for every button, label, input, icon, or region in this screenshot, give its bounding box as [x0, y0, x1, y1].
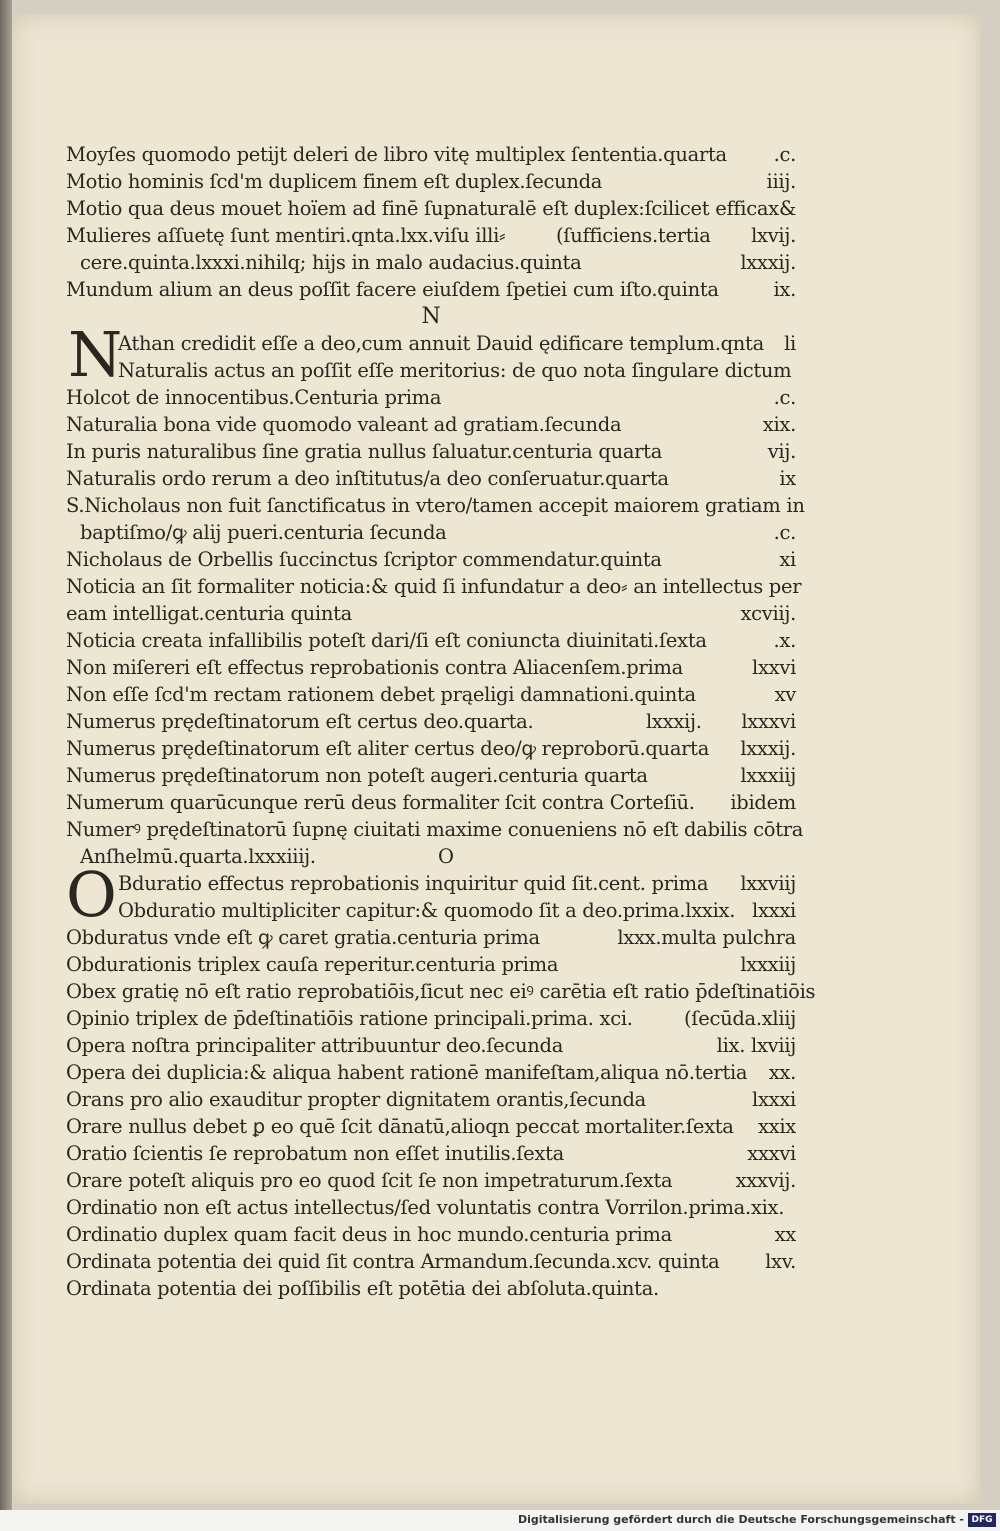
entry-text: Obduratio multipliciter capitur:& quomodo ſit a deo.prima.lxxix.: [118, 899, 736, 922]
entry-reference: .c.: [773, 143, 796, 166]
index-text-block: [66, 141, 816, 1302]
entry-reference: ibidem: [730, 791, 796, 814]
index-entry: [66, 1194, 796, 1221]
index-entry: [66, 384, 796, 411]
index-entry: [66, 546, 796, 573]
entry-text: Motio hominis ſcd'm duplicem finem eſt duplex.ſecunda: [66, 170, 603, 193]
index-entry: [66, 654, 796, 681]
entry-text: Moyſes quomodo petijt deleri de libro vitę multiplex ſententia.quarta: [66, 143, 727, 166]
entry-reference: lxxxvi: [741, 710, 796, 733]
entry-reference: xx: [774, 1223, 796, 1246]
entry-mid: lxxxij.: [646, 710, 702, 733]
entry-reference: lxxxi: [752, 899, 796, 922]
index-entry: [66, 141, 796, 168]
index-entry: [66, 411, 796, 438]
index-entry: [66, 1248, 796, 1275]
index-entry: [66, 708, 796, 735]
entry-reference: lxv.: [765, 1250, 796, 1273]
entry-text: cere.quinta.lxxxi.nihilq; hijs in malo audacius.quinta: [80, 251, 582, 274]
entry-text: Ordinatio duplex quam facit deus in hoc mundo.centuria prima: [66, 1223, 672, 1246]
index-entry: [66, 1059, 796, 1086]
entry-text: Numerꝰ prędeſtinatorū ſupnę ciuitati maxime conueniens nō eſt dabilis cōtra: [66, 818, 804, 841]
entry-text: Obduratus vnde eſt ꝙ caret gratia.centuria prima: [66, 926, 540, 949]
entry-reference: lix. lxviij: [716, 1034, 796, 1057]
dropcap-o: O: [66, 858, 117, 931]
index-entry: [66, 1032, 796, 1059]
entry-text: Nicholaus de Orbellis ſuccinctus ſcriptor commendatur.quinta: [66, 548, 662, 571]
index-entry: [66, 519, 796, 546]
index-entry: [66, 1005, 796, 1032]
entry-text: Orare poteſt aliquis pro eo quod ſcit ſe non impetraturum.ſexta: [66, 1169, 673, 1192]
entry-text: Obex gratię nō eſt ratio reprobatiōis,ſicut nec eiꝰ carētia eſt ratio p̄deſtinatiōis: [66, 980, 816, 1003]
index-entry: [66, 816, 804, 843]
footer-bar: [0, 1510, 1000, 1531]
entry-reference: xi: [779, 548, 796, 571]
entry-reference: xxxvij.: [735, 1169, 796, 1192]
entry-text: Mulieres aſſuetę ſunt mentiri.qnta.lxx.viſu illi⸗: [66, 224, 506, 247]
entry-text: Non eſſe ſcd'm rectam rationem debet prąeligi damnationi.quinta: [66, 683, 696, 706]
index-entry: [66, 276, 796, 303]
index-entry: [66, 573, 802, 600]
entry-text: eam intelligat.centuria quinta: [66, 602, 352, 625]
entry-text: Noticia an ſit formaliter noticia:& quid ſi infundatur a deo⸗ an intellectus per: [66, 575, 802, 598]
entry-reference: iiij.: [766, 170, 796, 193]
index-entry: [66, 1167, 796, 1194]
entry-text: Motio qua deus mouet hoïem ad finē ſupnaturalē eſt duplex:ſcilicet efficax: [66, 197, 779, 220]
paper-speck: [848, 542, 854, 552]
entry-reference: .c.: [773, 386, 796, 409]
entry-reference: lxvij.: [751, 224, 796, 247]
dfg-logo: DFG: [968, 1513, 996, 1527]
entry-text: Non miſereri eſt effectus reprobationis contra Aliacenſem.prima: [66, 656, 683, 679]
entry-text: In puris naturalibus ſine gratia nullus ſaluatur.centuria quarta: [66, 440, 663, 463]
index-entry: [66, 897, 796, 924]
entry-reference: ix.: [773, 278, 796, 301]
index-entry: [66, 195, 796, 222]
entry-mid: O: [438, 845, 454, 868]
entry-text: S.Nicholaus non fuit ſanctificatus in vtero/tamen accepit maiorem gratiam in: [66, 494, 805, 517]
index-entry: [66, 1275, 796, 1302]
entry-text: Ordinatio non eſt actus intellectus/ſed voluntatis contra Vorrilon.prima.xix.: [66, 1196, 785, 1219]
entry-text: Naturalis ordo rerum a deo inſtitutus/a deo conſeruatur.quarta: [66, 467, 669, 490]
index-entry: [66, 492, 805, 519]
entry-reference: xcviij.: [740, 602, 796, 625]
entry-text: Opera noſtra principaliter attribuuntur deo.ſecunda: [66, 1034, 564, 1057]
index-entry: [66, 600, 796, 627]
index-entry: [66, 681, 796, 708]
entry-reference: vij.: [767, 440, 796, 463]
dropcap-n: N: [68, 318, 122, 391]
entry-reference: xxxvi: [747, 1142, 796, 1165]
index-entry: [66, 762, 796, 789]
entry-text: Ordinata potentia dei quid ſit contra Armandum.ſecunda.xcv. quinta: [66, 1250, 720, 1273]
entry-reference: &: [778, 197, 796, 220]
entry-text: Opinio triplex de p̄deſtinatiōis ratione principali.prima. xci.: [66, 1007, 633, 1030]
index-entry: [66, 465, 796, 492]
entry-text: Numerus prędeſtinatorum eſt aliter certus deo/ꝙ reproborū.quarta: [66, 737, 710, 760]
entry-text: Numerum quarūcunque rerū deus formaliter ſcit contra Corteſiū.: [66, 791, 695, 814]
index-entry: [66, 924, 796, 951]
index-entry: [66, 222, 796, 249]
entry-text: Obdurationis triplex cauſa reperitur.centuria prima: [66, 953, 559, 976]
entry-text: Noticia creata infallibilis poteſt dari/ſi eſt coniuncta diuinitati.ſexta: [66, 629, 707, 652]
entry-text: Oratio ſcientis ſe reprobatum non eſſet inutilis.ſexta: [66, 1142, 564, 1165]
entry-reference: (ſecūda.xliij: [683, 1007, 796, 1030]
entry-reference: lxxxij.: [740, 251, 796, 274]
entry-reference: xv: [774, 683, 796, 706]
entry-text: Numerus prędeſtinatorum non poteſt augeri.centuria quarta: [66, 764, 648, 787]
entry-reference: xix.: [762, 413, 796, 436]
entry-reference: .c.: [773, 521, 796, 544]
index-entry: [66, 789, 796, 816]
index-entry: [66, 249, 796, 276]
entry-reference: lxxxi: [752, 1088, 796, 1111]
index-entry: [66, 438, 796, 465]
entry-reference: lxxxiij: [740, 953, 796, 976]
index-entry: [66, 978, 816, 1005]
entry-reference: ix: [779, 467, 796, 490]
book-edge: [0, 0, 12, 1510]
entry-reference: lxxvi: [752, 656, 796, 679]
entry-text: Naturalia bona vide quomodo valeant ad gratiam.ſecunda: [66, 413, 622, 436]
entry-text: Opera dei duplicia:& aliqua habent rationē manifeſtam,aliqua nō.tertia: [66, 1061, 748, 1084]
entry-reference: xx.: [768, 1061, 796, 1084]
entry-text: Anſhelmū.quarta.lxxxiiij.: [80, 845, 316, 868]
entry-reference: xxix: [757, 1115, 796, 1138]
entry-reference: lxxviij: [740, 872, 796, 895]
entry-reference: lxxxij.: [740, 737, 796, 760]
entry-text: Numerus prędeſtinatorum eſt certus deo.quarta.: [66, 710, 534, 733]
index-entry: [66, 627, 796, 654]
entry-text: Mundum alium an deus poſſit facere eiuſdem ſpetiei cum iſto.quinta: [66, 278, 719, 301]
entry-reference: .x.: [773, 629, 796, 652]
entry-text: Bduratio effectus reprobationis inquiritur quid ſit.cent. prima: [118, 872, 709, 895]
index-entry: [66, 1221, 796, 1248]
entry-reference: lxxx.multa pulchra: [617, 926, 796, 949]
section-heading-n: N: [421, 304, 441, 329]
index-entry: [66, 168, 796, 195]
entry-text: Orans pro alio exauditur propter dignitatem orantis,ſecunda: [66, 1088, 647, 1111]
index-entry: [66, 843, 796, 870]
entry-text: Athan credidit eſſe a deo,cum annuit Dauid ędificare templum.qnta: [118, 332, 764, 355]
index-entry: [66, 951, 796, 978]
entry-text: Orare nullus debet ꝑ eo quē ſcit dānatū,alioqn peccat mortaliter.ſexta: [66, 1115, 734, 1138]
entry-text: Ordinata potentia dei poſſibilis eſt potētia dei abſoluta.quinta.: [66, 1277, 659, 1300]
index-entry: [66, 1113, 796, 1140]
footer-credit: Digitalisierung gefördert durch die Deutsche Forschungsgemeinschaft -: [517, 1513, 964, 1526]
index-entry: [66, 1086, 796, 1113]
entry-mid: (ſufficiens.tertia: [556, 224, 711, 247]
index-entry: [66, 735, 796, 762]
entry-text: baptiſmo/ꝙ alij pueri.centuria ſecunda: [80, 521, 447, 544]
entry-reference: li: [784, 332, 796, 355]
index-entry: [66, 1140, 796, 1167]
entry-reference: lxxxiij: [740, 764, 796, 787]
index-entry: [66, 357, 796, 384]
entry-text: Naturalis actus an poſſit eſſe meritorius: de quo nota ſingulare dictum: [118, 359, 792, 382]
entry-text: Holcot de innocentibus.Centuria prima: [66, 386, 442, 409]
